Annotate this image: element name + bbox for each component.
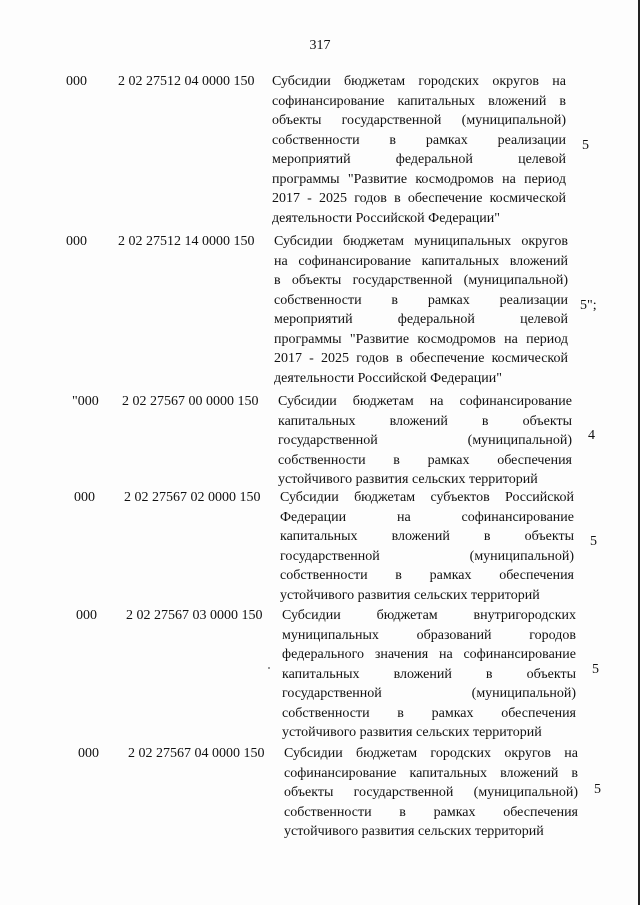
description-line: деятельности Российской Федерации" <box>272 210 500 226</box>
admin-code: 000 <box>74 490 95 505</box>
description <box>280 488 574 605</box>
description-line: капитальных вложений в объекты <box>278 413 572 429</box>
description-line: собственности в рамках обеспечения <box>278 452 572 468</box>
page-number: 317 <box>309 38 331 53</box>
description-line: софинансирование капитальных вложений в <box>272 93 566 109</box>
description-line: устойчивого развития сельских территорий <box>280 587 540 603</box>
scan-speck <box>268 667 270 669</box>
description-line: государственной (муниципальной) <box>278 433 572 448</box>
description-line: деятельности Российской Федерации" <box>274 370 502 386</box>
description-line: 2017 - 2025 годов в обеспечение космической <box>274 351 568 366</box>
budget-code: 2 02 27567 04 0000 150 <box>128 746 265 761</box>
budget-code: 2 02 27567 03 0000 150 <box>126 608 263 623</box>
description <box>284 744 578 842</box>
description <box>282 606 576 743</box>
budget-code: 2 02 27512 04 0000 150 <box>118 74 255 89</box>
admin-code: 000 <box>66 74 87 89</box>
description-line: Субсидии бюджетам субъектов Российской <box>280 490 574 505</box>
description <box>278 392 572 490</box>
description-line: устойчивого развития сельских территорий <box>278 472 538 487</box>
description-line: Субсидии бюджетам городских округов на <box>272 74 566 89</box>
description-line: Субсидии бюджетам на софинансирование <box>278 394 572 409</box>
description-line: муниципальных образований городов <box>282 627 576 643</box>
description-line: собственности в рамках обеспечения <box>284 804 578 820</box>
description-line: софинансирование капитальных вложений в <box>284 765 578 781</box>
description-line: Федерации на софинансирование <box>280 509 574 525</box>
amount: 5 <box>582 138 589 153</box>
description-line: капитальных вложений в объекты <box>280 529 574 544</box>
budget-code: 2 02 27567 02 0000 150 <box>124 490 261 505</box>
amount: 4 <box>588 428 595 443</box>
amount: 5 <box>592 662 599 677</box>
amount: 5 <box>590 534 597 549</box>
budget-code: 2 02 27567 00 0000 150 <box>122 394 259 409</box>
description-line: 2017 - 2025 годов в обеспечение космической <box>272 191 566 206</box>
description-line: собственности в рамках обеспечения <box>282 705 576 721</box>
description-line: программы "Развитие космодромов на период <box>274 331 568 347</box>
description-line: мероприятий федеральной целевой <box>272 152 566 167</box>
description-line: устойчивого развития сельских территорий <box>282 725 542 740</box>
amount: 5"; <box>580 298 597 313</box>
description-line: федерального значения на софинансирование <box>282 647 576 662</box>
description-line: государственной (муниципальной) <box>282 686 576 701</box>
admin-code: 000 <box>66 234 87 249</box>
budget-code: 2 02 27512 14 0000 150 <box>118 234 255 249</box>
description <box>274 232 568 388</box>
description-line: мероприятий федеральной целевой <box>274 312 568 327</box>
description-line: программы "Развитие космодромов на период <box>272 171 566 187</box>
description-line: устойчивого развития сельских территорий <box>284 824 544 839</box>
description-line: объекты государственной (муниципальной) <box>272 113 566 128</box>
description-line: собственности в рамках реализации <box>274 292 568 308</box>
description <box>272 72 566 228</box>
amount: 5 <box>594 782 601 797</box>
description-line: собственности в рамках обеспечения <box>280 568 574 583</box>
description-line: Субсидии бюджетам муниципальных округов <box>274 234 568 249</box>
description-line: на софинансирование капитальных вложений <box>274 253 568 269</box>
description-line: государственной (муниципальной) <box>280 548 574 564</box>
description-line: объекты государственной (муниципальной) <box>284 785 578 800</box>
description-line: в объекты государственной (муниципальной) <box>274 273 568 288</box>
description-line: капитальных вложений в объекты <box>282 666 576 682</box>
admin-code: "000 <box>72 394 99 409</box>
description-line: Субсидии бюджетам городских округов на <box>284 746 578 761</box>
admin-code: 000 <box>78 746 99 761</box>
description-line: собственности в рамках реализации <box>272 132 566 148</box>
description-line: Субсидии бюджетам внутригородских <box>282 608 576 623</box>
admin-code: 000 <box>76 608 97 623</box>
